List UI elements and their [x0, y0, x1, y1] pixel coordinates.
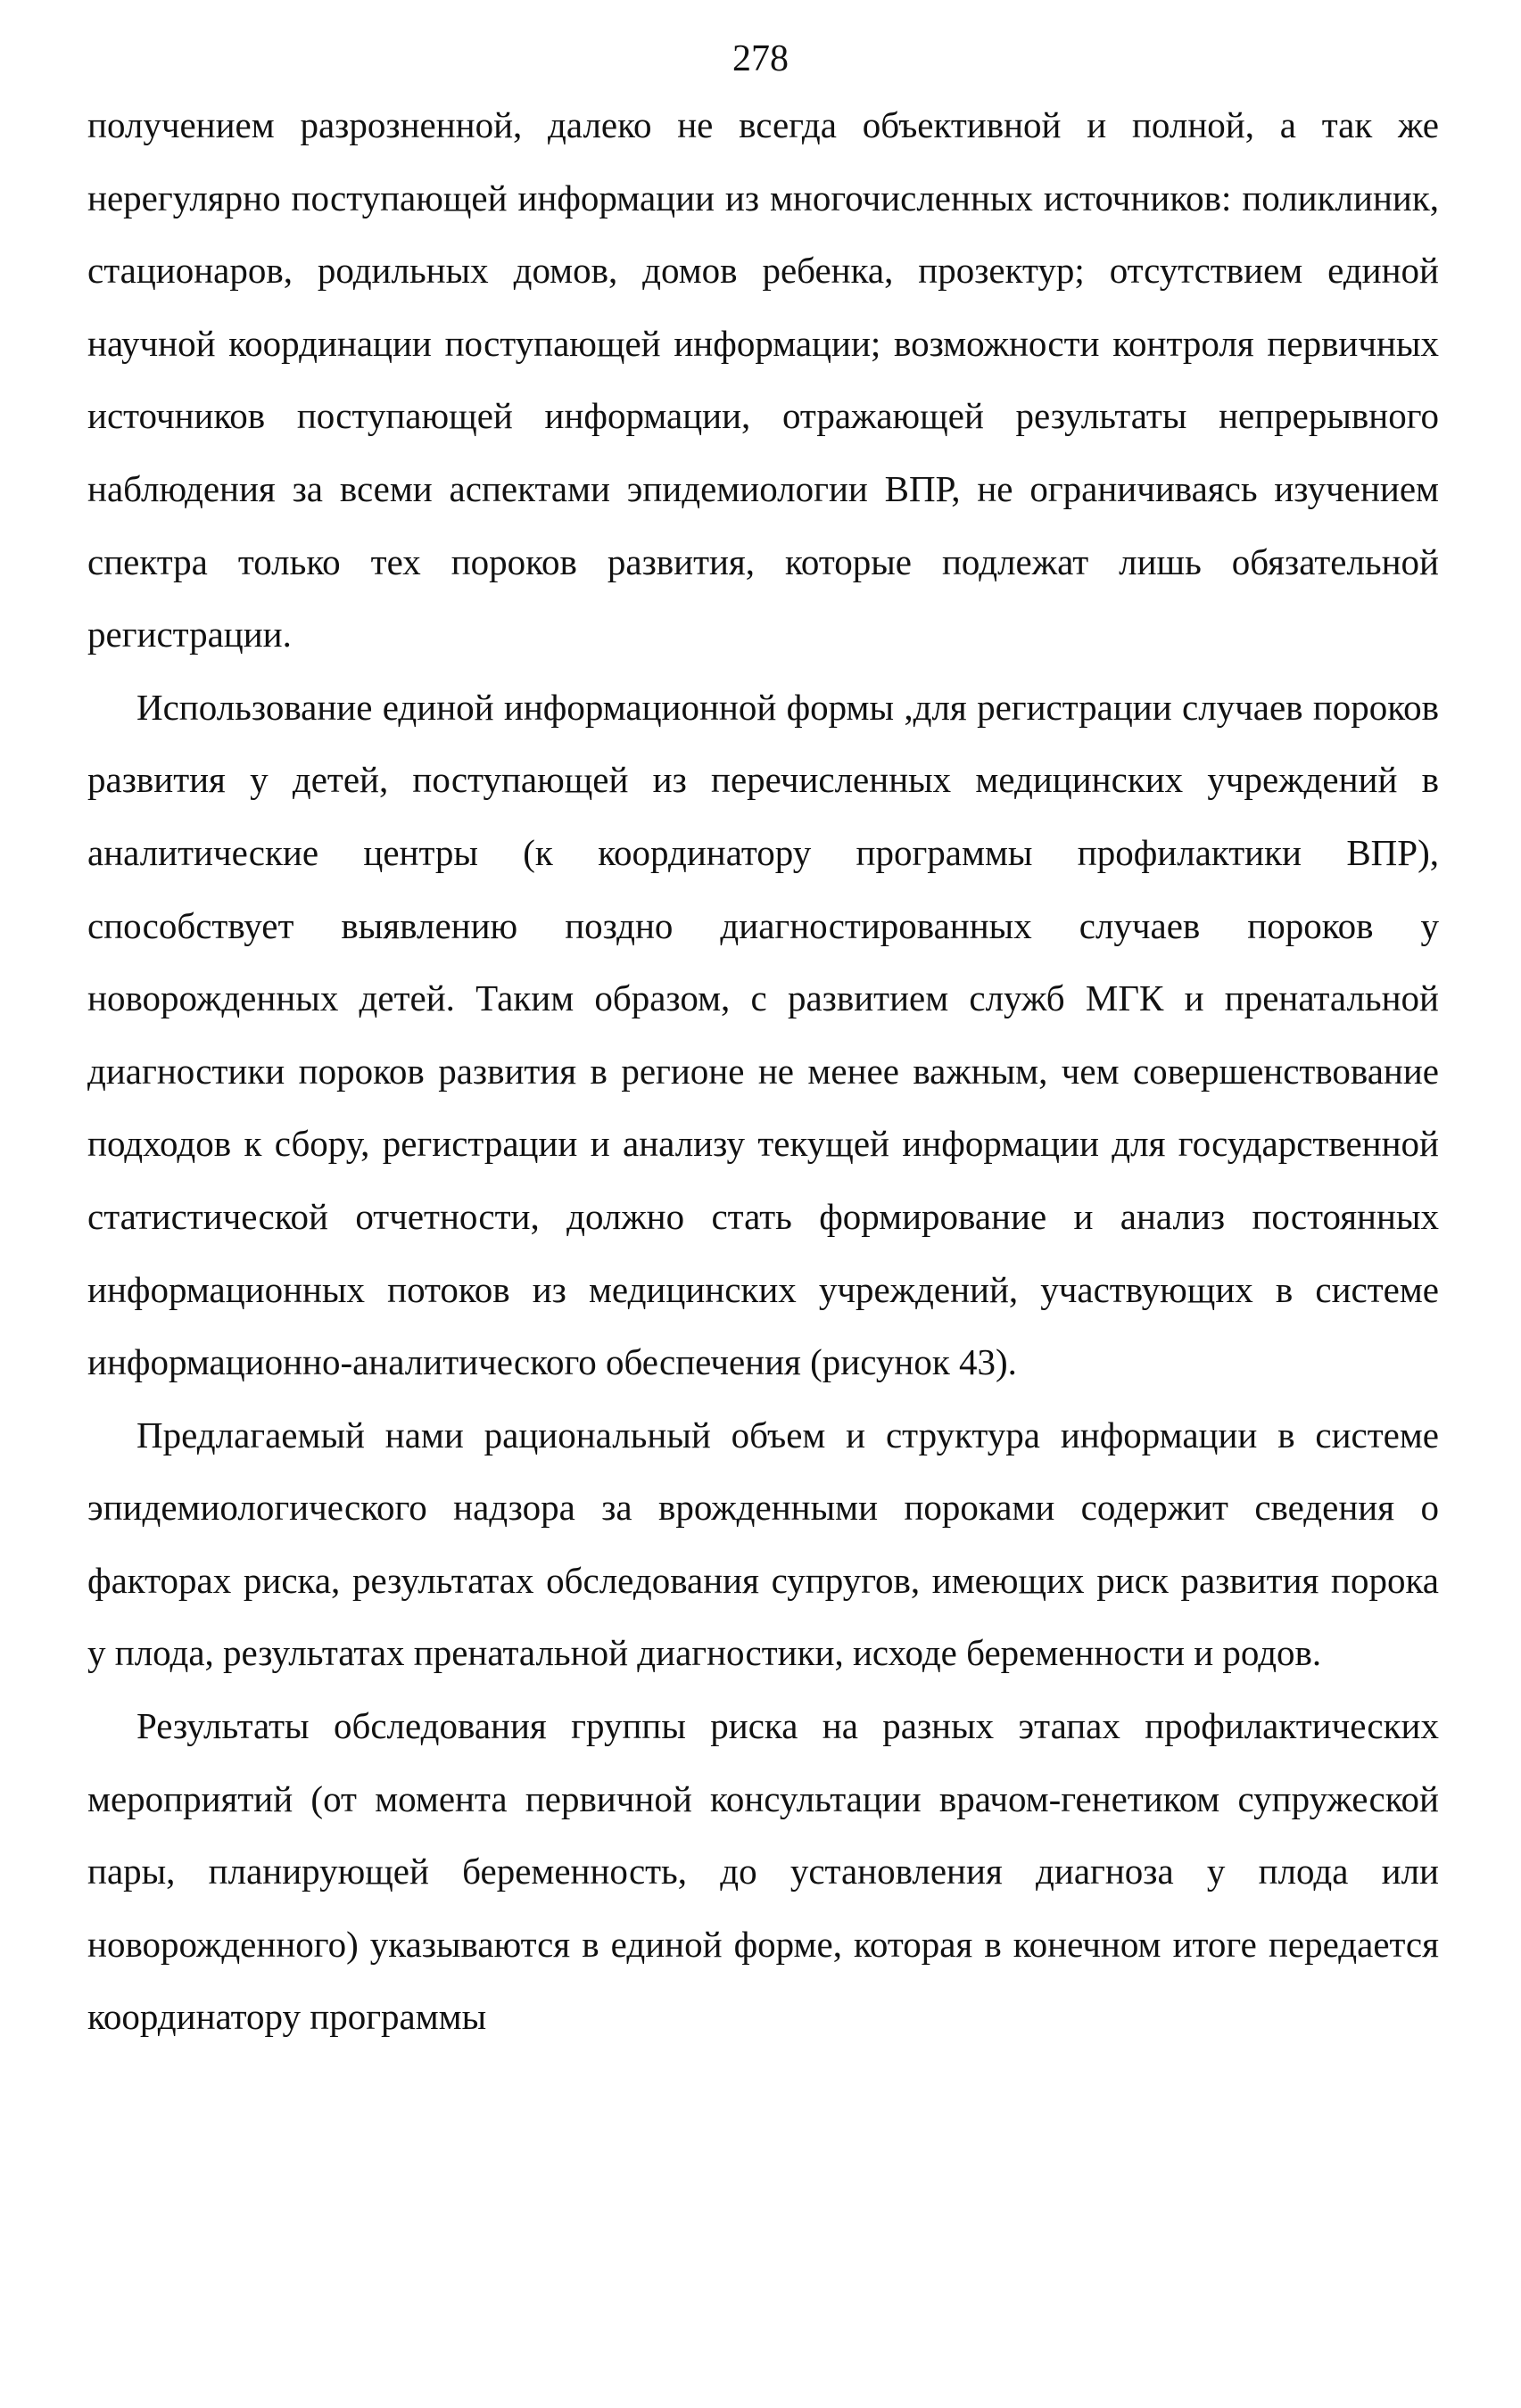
paragraph-4: Результаты обследования группы риска на разных этапах профилактических мероприятий (от момента первичной консультации врачом-генетиком супружеской пары, планирующей беременность, до установления диагноза у плода или новорожденного) указываются в единой форме, которая в конечном итоге передается координатору программы — [87, 1705, 1439, 2038]
paragraph-3: Предлагаемый нами рациональный объем и структура информации в системе эпидемиологического надзора за врожденными пороками содержит сведения о факторах риска, результатах обследования супругов, имеющих риск развития порока у плода, результатах пренатальной диагностики, исходе беременности и родов. — [87, 1414, 1439, 1674]
paragraph-2: Использование единой информационной формы ,для регистрации случаев пороков развития у детей, поступающей из перечисленных медицинских учреждений в аналитические центры (к координатору программы профилактики ВПР), способствует выявлению поздно диагностированных случаев пороков у новорожденных детей. Таким образом, с развитием служб МГК и пренатальной диагностики пороков развития в регионе не менее важным, чем совершенствование подходов к сбору, регистрации и анализу текущей информации для государственной статистической отчетности, должно стать формирование и анализ постоянных информационных потоков из медицинских учреждений, участвующих в системе информационно-аналитического обеспечения (рисунок 43). — [87, 686, 1439, 1383]
document-body — [87, 89, 1439, 2054]
paragraph-1: получением разрозненной, далеко не всегда объективной и полной, а так же нерегулярно поступающей информации из многочисленных источников: поликлиник, стационаров, родильных домов, домов ребенка, прозектур; отсутствием единой научной координации поступающей информации; возможности контроля первичных источников поступающей информации, отражающей результаты непрерывного наблюдения за всеми аспектами эпидемиологии ВПР, не ограничиваясь изучением спектра только тех пороков развития, которые подлежат лишь обязательной регистрации. — [87, 104, 1439, 656]
page-number: 278 — [732, 38, 789, 79]
